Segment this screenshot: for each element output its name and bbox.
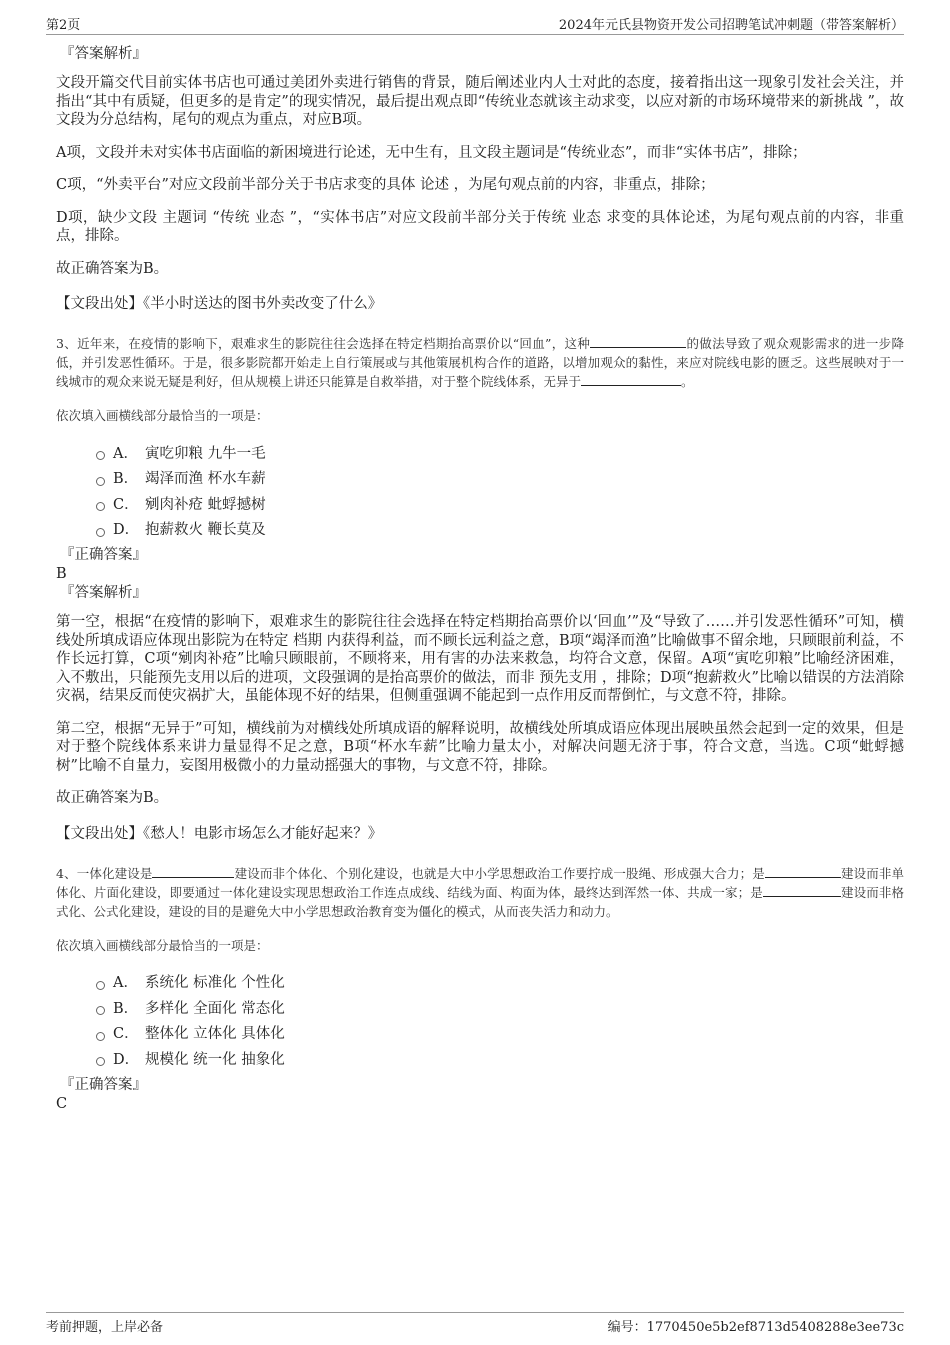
option-d[interactable]: D． 抱薪救火 鞭长莫及 — [96, 518, 904, 544]
question-text: 建设而非格式化、公式化建设，建设的目的是避免大中小学思想政治教育变为僵化的模式，从而丧失活力和动力。 — [56, 884, 904, 919]
radio-icon[interactable] — [96, 502, 105, 511]
radio-icon[interactable] — [96, 1032, 105, 1041]
radio-icon[interactable] — [96, 528, 105, 537]
source-label: 【文段出处】 — [56, 825, 143, 842]
source-citation — [56, 824, 904, 844]
radio-icon[interactable] — [96, 1006, 105, 1015]
analysis-paragraph: D项，缺少文段 主题词 “传统 业态 ”，“实体书店”对应文段前半部分关于传统 业态 求变的具体论述，为尾句观点前的内容，非重点，排除。 — [56, 209, 904, 244]
analysis-paragraph: 第二空，根据“无异于”可知，横线前为对横线处所填成语的解释说明，故横线处所填成语应体现出展映虽然会起到一定的效果，但是对于整个院线体系来讲力量显得不足之意，B项“杯水车薪”比喻力量太小，对解决问题无济于事，符合文意，当选。C项“蚍蜉撼树”比喻不自量力，妄图用极微小的力量动摇强大的事物，与文意不符，排除。 — [56, 720, 904, 774]
fill-blank — [590, 335, 686, 348]
option-a[interactable]: A． 系统化 标准化 个性化 — [96, 971, 904, 997]
analysis-paragraph: C项，“外卖平台”对应文段前半部分关于书店求变的具体 论述 ，为尾句观点前的内容，非重点，排除； — [56, 177, 715, 193]
radio-icon[interactable] — [96, 981, 105, 990]
option-c[interactable]: C． 整体化 立体化 具体化 — [96, 1022, 904, 1048]
option-b[interactable]: B． 竭泽而渔 杯水车薪 — [96, 467, 904, 493]
question-number: 4、 — [56, 865, 77, 881]
question-number: 3、 — [56, 336, 78, 351]
correct-answer: C — [56, 1095, 68, 1112]
footer-slogan: 考前押题，上岸必备 — [46, 1320, 164, 1335]
radio-icon[interactable] — [96, 451, 105, 460]
options-list — [96, 971, 904, 1073]
question-4 — [56, 864, 904, 921]
document-title: 2024年元氏县物资开发公司招聘笔试冲刺题（带答案解析） — [558, 18, 904, 33]
document-code: 编号：1770450e5b2ef8713d5408288e3ee73c — [607, 1320, 904, 1335]
question-prompt: 依次填入画横线部分最恰当的一项是： — [56, 937, 269, 953]
question-text: 。 — [681, 374, 694, 389]
option-a[interactable]: A． 寅吃卯粮 九牛一毛 — [96, 441, 904, 467]
page-header — [46, 14, 904, 35]
page-content — [56, 44, 904, 1113]
option-c[interactable]: C． 剜肉补疮 蚍蜉撼树 — [96, 492, 904, 518]
analysis-paragraph: 第一空，根据“在疫情的影响下，艰难求生的影院往往会选择在特定档期抬高票价以‘回血’”及“导致了……并引发恶性循环”可知，横线处所填成语应体现出影院为在特定 档期 内获得利益，而不顾长远利益之意，B项“竭泽而渔”比喻做事不留余地，只顾眼前利益，不作长远打算，C项“剜肉补疮”比喻只顾眼前，不顾将来，用有害的办法来救急，均符合文意，保留。A项“寅吃卯粮”比喻经济困难，入不敷出，只能预先支用以后的进项，文段强调的是抬高票价的做法，而非 预先支用 ，排除；D项“抱薪救火”比喻以错误的方法消除灾祸，结果反而使灾祸扩大，虽能体现不好的结果，但侧重强调不能起到一点作用反而帮倒忙，与文意不符，排除。 — [56, 614, 904, 704]
question-prompt: 依次填入画横线部分最恰当的一项是： — [56, 408, 269, 423]
option-d[interactable]: D． 规模化 统一化 抽象化 — [96, 1047, 904, 1073]
analysis-conclusion: 故正确答案为B。 — [56, 260, 169, 277]
fill-blank — [581, 373, 681, 386]
correct-answer-label: 『正确答案』 — [60, 1076, 147, 1093]
correct-answer: B — [56, 566, 67, 582]
fill-blank — [152, 865, 234, 878]
source-title: 《愁人！电影市场怎么才能好起来？》 — [143, 825, 383, 842]
fill-blank — [765, 865, 841, 878]
source-title: 《半小时送达的图书外卖改变了什么》 — [143, 296, 383, 312]
source-citation — [56, 294, 904, 314]
question-text: 建设而非个体化、个别化建设，也就是大中小学思想政治工作要拧成一股绳、形成强大合力；是 — [234, 865, 765, 881]
analysis-paragraph: 文段开篇交代目前实体书店也可通过美团外卖进行销售的背景，随后阐述业内人士对此的态度，接着指出这一现象引发社会关注，并指出“其中有质疑，但更多的是肯定”的现实情况，最后提出观点即“传统业态就该主动求变，以应对新的市场环境带来的新挑战 ”，故文段为分总结构，尾句的观点为重点，对应B项。 — [56, 75, 904, 128]
question-text: 近年来，在疫情的影响下，艰难求生的影院往往会选择在特定档期抬高票价以“回血”，这种 — [77, 336, 591, 351]
option-b[interactable]: B． 多样化 全面化 常态化 — [96, 996, 904, 1022]
analysis-label: 『答案解析』 — [60, 46, 147, 62]
question-text: 建设而非单体化、片面化建设，即要通过一体化建设实现思想政治工作连点成线、结线为面、构面为体，最终达到浑然一体、共成一家；是 — [56, 865, 904, 900]
analysis-conclusion: 故正确答案为B。 — [56, 790, 169, 806]
question-text: 的做法导致了观众观影需求的进一步降低，并引发恶性循环。于是，很多影院都开始走上自行策展或与其他策展机构合作的道路，以增加观众的黏性，来应对院线电影的匮乏。这些展映对于一线城市的观众来说无疑是利好，但从规模上讲还只能算是自救举措，对于整个院线体系，无异于 — [56, 336, 904, 389]
fill-blank — [763, 884, 841, 897]
question-3 — [56, 334, 904, 391]
radio-icon[interactable] — [96, 477, 105, 486]
question-text: 一体化建设是 — [76, 865, 153, 881]
correct-answer-label: 『正确答案』 — [60, 547, 147, 563]
radio-icon[interactable] — [96, 1057, 105, 1066]
analysis-paragraph: A项，文段并未对实体书店面临的新困境进行论述，无中生有，且文段主题词是“传统业态”，而非“实体书店”，排除； — [56, 144, 807, 161]
analysis-label: 『答案解析』 — [60, 585, 147, 601]
source-label: 【文段出处】 — [56, 296, 143, 312]
options-list — [96, 441, 904, 543]
page-footer — [46, 1312, 904, 1335]
page-number: 第2页 — [46, 18, 81, 33]
